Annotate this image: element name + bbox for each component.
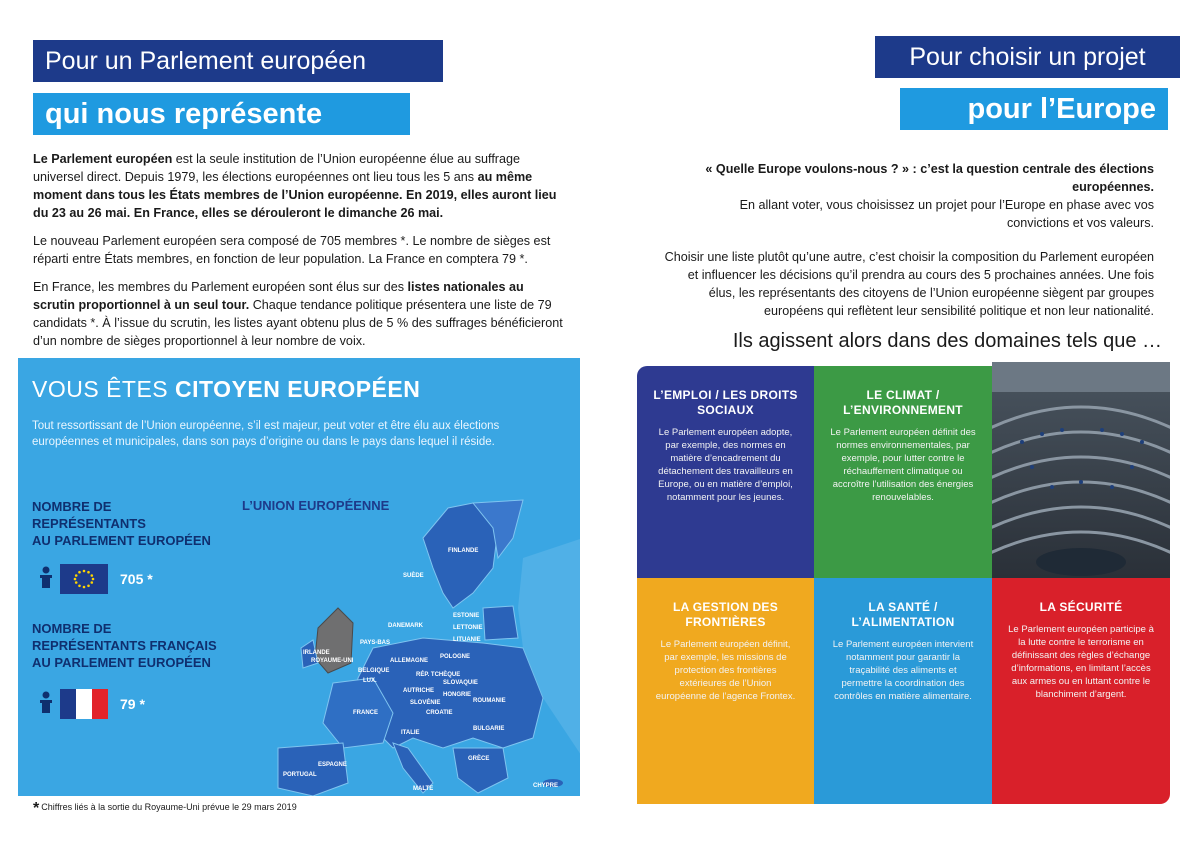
map-label-espagne: ESPAGNE — [318, 762, 347, 768]
map-label-portugal: PORTUGAL — [283, 772, 317, 778]
left-title-line2: qui nous représente — [33, 93, 410, 135]
mep-person-icon-fr — [38, 691, 54, 713]
right-vote-paragraph: En allant voter, vous choisissez un projet pour l’Europe en phase avec vos convictions et vos valeurs. — [739, 198, 1154, 230]
map-label-estonie: ESTONIE — [453, 613, 480, 619]
map-label-lettonie: LETTONIE — [453, 625, 483, 631]
map-label-rep-tcheque: RÉP. TCHÈQUE — [416, 672, 461, 678]
map-label-allemagne: ALLEMAGNE — [390, 658, 428, 664]
left-title-line1: Pour un Parlement européen — [33, 40, 443, 82]
citizen-box-description: Tout ressortissant de l’Union européenne, s’il est majeur, peut voter et être élu aux élections européennes et municipales, dans son pays d’origine ou dans le pays dans lequel il réside. — [32, 420, 500, 448]
voting-text-run: listes nationales au scrutin proportionnel à un seul tour. — [33, 280, 524, 312]
tile-emploi — [637, 366, 814, 578]
map-label-chypre: CHYPRE — [533, 783, 559, 789]
eu-flag-icon — [60, 564, 108, 594]
right-title-line2: pour l’Europe — [900, 88, 1168, 130]
right-list-paragraph: Choisir une liste plutôt qu’une autre, c’est choisir la composition du Parlement européen et influencer les décisions qu’il prendra au cours des 5 prochaines années. Une fois élus, les représentants des citoyens de l’Union européenne siègent par groupes européens qui reflètent leur sensibilité politique et non leur nationalité. — [664, 250, 1154, 318]
stat-fr-value: 79 * — [120, 696, 145, 712]
stat-eu-label: NOMBRE DE REPRÉSENTANTS AU PARLEMENT EUROPÉEN — [32, 499, 211, 548]
citizen-box — [18, 358, 580, 796]
map-label-pays-bas: PAYS-BAS — [360, 640, 391, 646]
map-label-danemark: DANEMARK — [388, 623, 423, 629]
map-label-lux: LUX. — [363, 678, 377, 684]
map-label-pologne: POLOGNE — [440, 654, 471, 660]
tile-frontieres-title: LA GESTION DES FRONTIÈRES — [672, 600, 779, 629]
map-label-roumanie: ROUMANIE — [473, 698, 506, 704]
left-intro-paragraph — [33, 150, 568, 222]
map-label-france: FRANCE — [353, 710, 378, 716]
map-country-iberia — [278, 743, 348, 796]
tile-emploi-body: Le Parlement européen adopte, par exemple, des normes en matière d’encadrement du détachement des travailleurs en Europe, ou en matière d’emploi, notamment pour les jeunes. — [658, 427, 793, 503]
map-label-irlande: IRLANDE — [303, 650, 330, 656]
left-seats-paragraph: Le nouveau Parlement européen sera composé de 705 membres *. Le nombre de sièges est réparti entre États membres, en fonction de leur population. La France en comptera 79 *. — [33, 234, 551, 266]
tile-climat-body: Le Parlement européen définit des normes environnementales, par exemple, pour lutter contre le réchauffement climatique ou accroître l’utilisation des énergies renouvelables. — [830, 427, 976, 503]
tile-sante-body: Le Parlement européen intervient notamment pour garantir la traçabilité des aliments et permettre la coordination des contrôles en matière alimentaire. — [832, 639, 974, 702]
tile-emploi-title: L’EMPLOI / LES DROITS SOCIAUX — [653, 388, 798, 417]
map-label-grece: GRÈCE — [468, 756, 490, 762]
map-label-bulgarie: BULGARIE — [473, 726, 505, 732]
intro-text-run: est la seule institution de l’Union européenne élue au suffrage universel direct. Depuis 1979, les élections européennes ont lieu tous les 5 ans — [33, 152, 521, 184]
right-question: « Quelle Europe voulons-nous ? » : c’est la question centrale des élections européennes. — [705, 162, 1154, 194]
map-label-slovenie: SLOVÉNIE — [410, 700, 441, 706]
map-country-greece-bulgaria — [453, 748, 508, 793]
tile-sante — [814, 578, 992, 804]
tile-frontieres — [637, 578, 814, 804]
map-label-suede: SUÈDE — [403, 573, 424, 579]
tile-sante-title: LA SANTÉ / L’ALIMENTATION — [851, 600, 955, 629]
france-flag-icon — [60, 689, 108, 719]
parliament-hemicycle-photo — [992, 362, 1170, 578]
map-label-croatie: CROATIE — [426, 710, 453, 716]
voting-text-run: Chaque tendance politique présentera une liste de 79 candidats *. À l’issue du scrutin, les listes ayant obtenu plus de 5 % des suffrages bénéficieront d’un nombre de sièges proportionnel à leur nombre de voix. — [33, 298, 563, 348]
domains-heading: Ils agissent alors dans des domaines tels que … — [732, 330, 1162, 352]
map-country-baltics — [483, 606, 518, 640]
tile-frontieres-body: Le Parlement européen définit, par exemple, les missions de protection des frontières extérieures de l’Union européenne de l’agence Frontex. — [655, 639, 796, 702]
map-label-autriche: AUTRICHE — [403, 688, 434, 694]
left-voting-paragraph — [33, 278, 568, 350]
map-label-italie: ITALIE — [401, 730, 420, 736]
footnote: * Chiffres liés à la sortie du Royaume-Uni prévue le 29 mars 2019 — [33, 800, 297, 817]
tile-climat — [814, 366, 992, 578]
tile-climat-title: LE CLIMAT / L’ENVIRONNEMENT — [843, 388, 963, 417]
right-title-line1: Pour choisir un projet — [875, 36, 1180, 78]
map-label-slovaquie: SLOVAQUIE — [443, 680, 478, 686]
intro-text-run: au même moment dans tous les États membres de l’Union européenne. En 2019, elles auront lieu du 23 au 26 mai. En France, elles se dérouleront le dimanche 26 mai. — [33, 170, 557, 220]
eu-map — [223, 498, 580, 796]
map-title: L’UNION EUROPÉENNE — [242, 498, 390, 513]
map-label-lituanie: LITUANIE — [453, 637, 481, 643]
stat-fr-label: NOMBRE DE REPRÉSENTANTS FRANÇAIS AU PARLEMENT EUROPÉEN — [32, 621, 217, 670]
right-page — [600, 0, 1200, 848]
intro-text-run: Le Parlement européen — [33, 152, 173, 166]
stat-eu-value: 705 * — [120, 571, 153, 587]
voting-text-run: En France, les membres du Parlement européen sont élus sur des — [33, 280, 408, 294]
map-label-malte: MALTE — [413, 786, 434, 792]
map-label-finlande: FINLANDE — [448, 548, 479, 554]
tile-securite-body: Le Parlement européen participe à la lutte contre le terrorisme en définissant des règles d’échange d’informations, en limitant l’accès aux armes ou en luttant contre le blanchiment d’argent. — [1008, 624, 1154, 700]
mep-person-icon — [38, 566, 54, 588]
map-label-hongrie: HONGRIE — [443, 692, 472, 698]
tile-securite — [992, 578, 1170, 804]
tile-securite-title: LA SÉCURITÉ — [1039, 600, 1123, 614]
citizen-box-title: VOUS ÊTES CITOYEN EUROPÉEN — [32, 376, 421, 402]
map-label-royaume-uni: ROYAUME-UNI — [311, 658, 354, 664]
map-label-belgique: BELGIQUE — [358, 668, 390, 674]
